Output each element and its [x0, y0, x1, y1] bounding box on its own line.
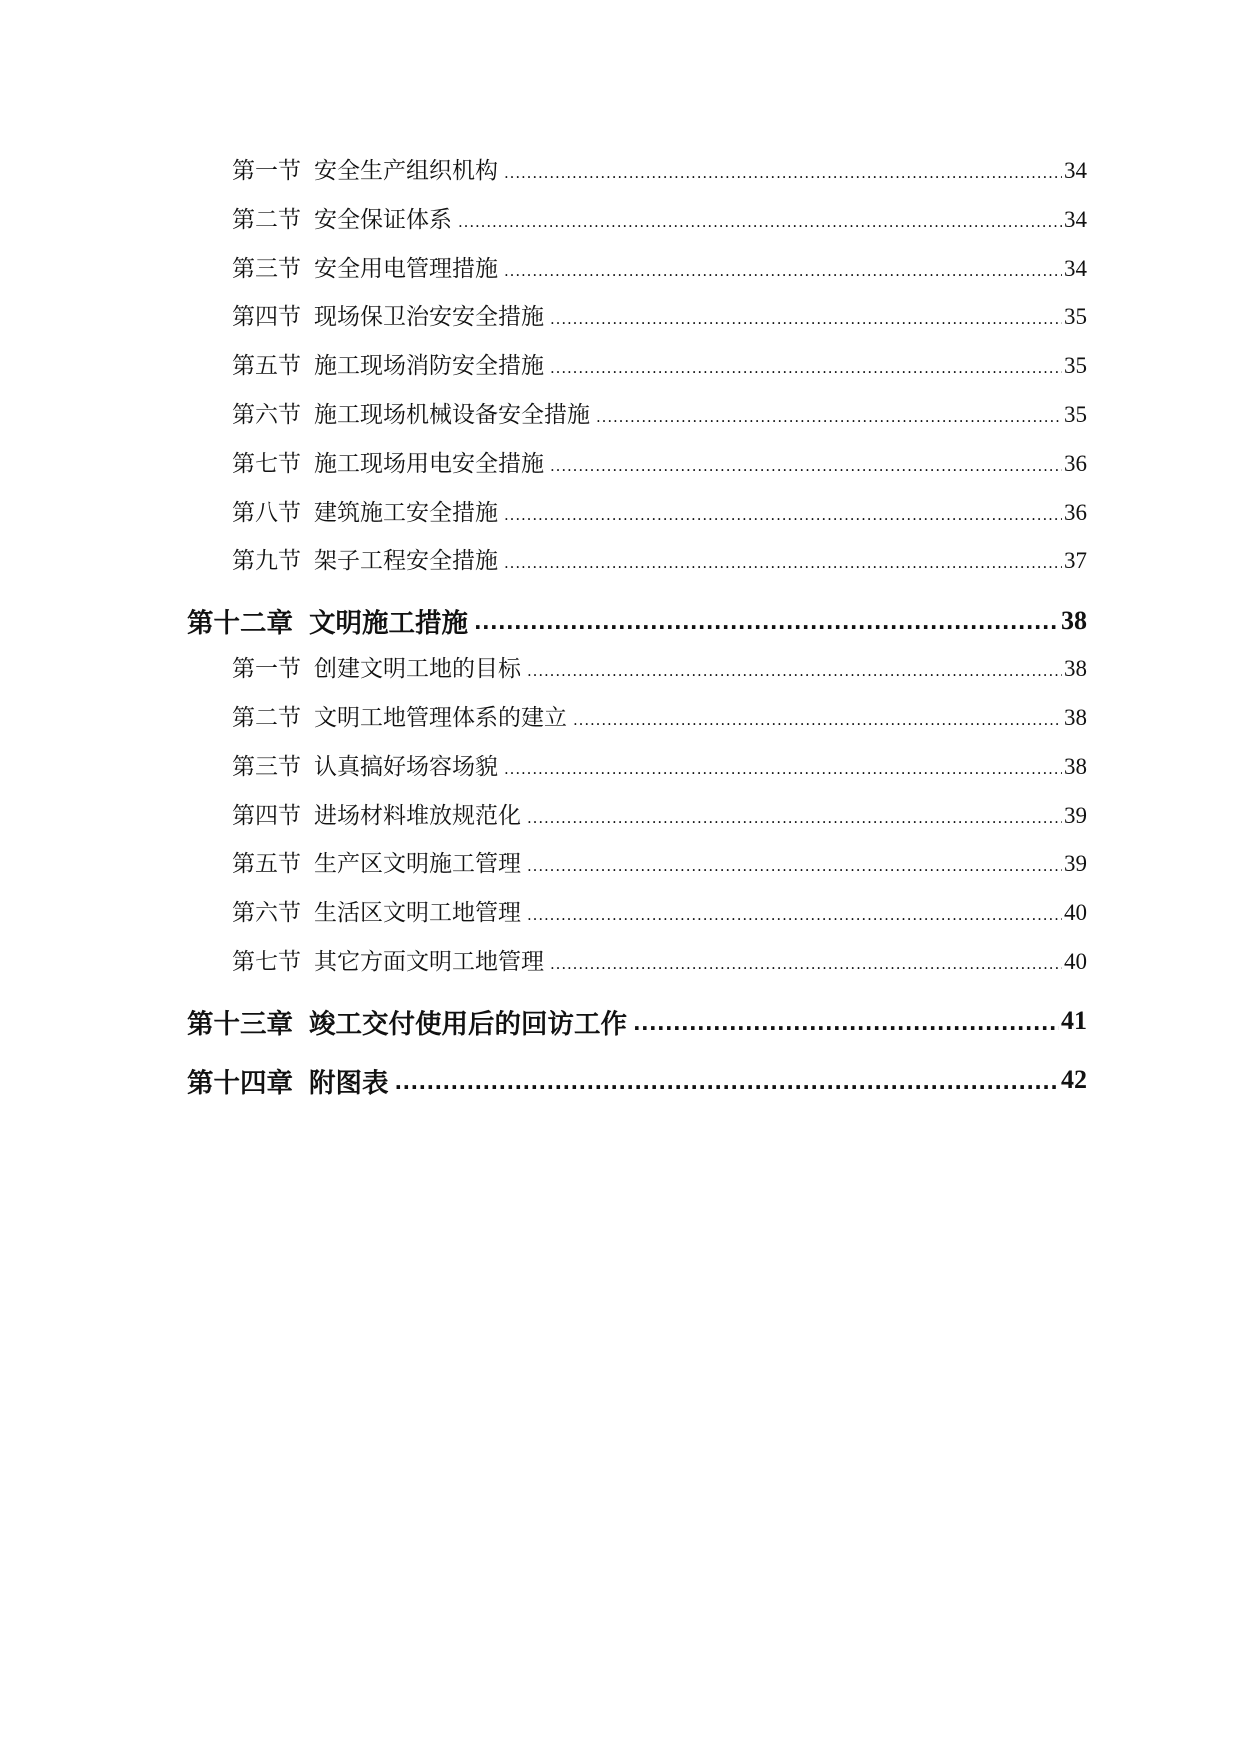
toc-entry[interactable] [187, 845, 1087, 894]
toc-entry-number: 第九节 [232, 548, 301, 575]
toc-entry-title: 架子工程安全措施 [314, 548, 498, 575]
toc-entry[interactable] [187, 494, 1087, 543]
dot-leader [633, 1006, 1059, 1037]
toc-chapter-page: 41 [1061, 1006, 1087, 1036]
toc-entry[interactable] [187, 650, 1087, 699]
toc-entry-page: 38 [1064, 656, 1087, 682]
toc-entry-number: 第五节 [232, 851, 301, 878]
toc-entry-title: 生产区文明施工管理 [314, 851, 521, 878]
toc-entry[interactable] [187, 943, 1087, 992]
toc-chapter-entry[interactable] [187, 992, 1087, 1051]
toc-chapter-title: 文明施工措施 [309, 608, 468, 640]
toc-entry[interactable] [187, 699, 1087, 748]
toc-entry[interactable] [187, 396, 1087, 445]
toc-entry-title: 安全保证体系 [314, 206, 452, 233]
toc-entry-number: 第五节 [232, 353, 301, 380]
toc-entry-number: 第三节 [232, 753, 301, 780]
dot-leader [550, 451, 1062, 477]
toc-entry-title: 进场材料堆放规范化 [314, 802, 521, 829]
toc-entry-number: 第四节 [232, 802, 301, 829]
toc-chapter-page: 42 [1061, 1065, 1087, 1095]
toc-chapter-entry[interactable] [187, 591, 1087, 650]
dot-leader [527, 851, 1062, 877]
toc-entry-page: 37 [1064, 548, 1087, 574]
toc-chapter-title: 附图表 [309, 1067, 389, 1099]
toc-entry-number: 第一节 [232, 656, 301, 683]
dot-leader [504, 548, 1062, 574]
toc-entry-number: 第七节 [232, 948, 301, 975]
dot-leader [474, 605, 1059, 636]
toc-entry-page: 34 [1064, 158, 1087, 183]
toc-entry[interactable] [187, 201, 1087, 250]
toc-chapter-page: 38 [1061, 605, 1087, 635]
toc-entry-number: 第二节 [232, 704, 301, 731]
dot-leader [527, 656, 1062, 682]
toc-entry[interactable] [187, 152, 1087, 201]
toc-entry-number: 第八节 [232, 499, 301, 526]
dot-leader [527, 900, 1062, 926]
toc-entry-page: 36 [1064, 499, 1087, 525]
toc-entry-number: 第七节 [232, 450, 301, 477]
dot-leader [550, 353, 1062, 379]
toc-entry[interactable] [187, 797, 1087, 846]
toc-entry-page: 34 [1064, 255, 1087, 281]
toc-entry-number: 第二节 [232, 206, 301, 233]
dot-leader [527, 803, 1062, 829]
toc-chapter-entry[interactable] [187, 1051, 1087, 1110]
toc-entry-page: 39 [1064, 851, 1087, 877]
toc-entry-title: 施工现场消防安全措施 [314, 353, 544, 380]
toc-entry[interactable] [187, 347, 1087, 396]
dot-leader [504, 754, 1062, 780]
table-of-contents [187, 152, 1087, 1110]
toc-entry[interactable] [187, 445, 1087, 494]
toc-entry-title: 安全生产组织机构 [314, 158, 498, 184]
toc-entry-page: 38 [1064, 753, 1087, 779]
toc-entry-number: 第六节 [232, 900, 301, 927]
dot-leader [550, 304, 1062, 330]
toc-entry-title: 创建文明工地的目标 [314, 656, 521, 683]
toc-entry[interactable] [187, 298, 1087, 347]
toc-entry[interactable] [187, 250, 1087, 299]
toc-entry-page: 35 [1064, 401, 1087, 427]
toc-entry[interactable] [187, 542, 1087, 591]
toc-entry[interactable] [187, 894, 1087, 943]
toc-entry-title: 认真搞好场容场貌 [314, 753, 498, 780]
dot-leader [504, 500, 1062, 526]
toc-entry-number: 第一节 [232, 158, 301, 184]
toc-entry-number: 第四节 [232, 304, 301, 331]
toc-chapter-title: 竣工交付使用后的回访工作 [309, 1008, 627, 1040]
dot-leader [458, 207, 1062, 233]
toc-entry-title: 其它方面文明工地管理 [314, 948, 544, 975]
toc-entry-page: 40 [1064, 948, 1087, 974]
toc-entry-page: 40 [1064, 900, 1087, 926]
toc-entry-page: 36 [1064, 450, 1087, 476]
toc-entry-page: 34 [1064, 206, 1087, 232]
toc-entry-page: 35 [1064, 304, 1087, 330]
toc-chapter-number: 第十三章 [187, 1008, 293, 1040]
toc-entry-title: 施工现场机械设备安全措施 [314, 401, 590, 428]
toc-entry-title: 安全用电管理措施 [314, 255, 498, 282]
dot-leader [504, 158, 1062, 184]
dot-leader [596, 402, 1062, 428]
toc-entry-number: 第三节 [232, 255, 301, 282]
toc-entry-page: 35 [1064, 353, 1087, 379]
toc-entry-title: 施工现场用电安全措施 [314, 450, 544, 477]
toc-entry-title: 现场保卫治安安全措施 [314, 304, 544, 331]
toc-entry[interactable] [187, 748, 1087, 797]
toc-entry-number: 第六节 [232, 401, 301, 428]
toc-entry-title: 建筑施工安全措施 [314, 499, 498, 526]
toc-chapter-number: 第十二章 [187, 608, 293, 640]
toc-chapter-number: 第十四章 [187, 1067, 293, 1099]
toc-entry-title: 文明工地管理体系的建立 [314, 704, 567, 731]
toc-entry-page: 38 [1064, 704, 1087, 730]
dot-leader [395, 1065, 1060, 1096]
toc-entry-page: 39 [1064, 802, 1087, 828]
dot-leader [573, 705, 1062, 731]
dot-leader [504, 256, 1062, 282]
toc-entry-title: 生活区文明工地管理 [314, 900, 521, 927]
dot-leader [550, 949, 1062, 975]
